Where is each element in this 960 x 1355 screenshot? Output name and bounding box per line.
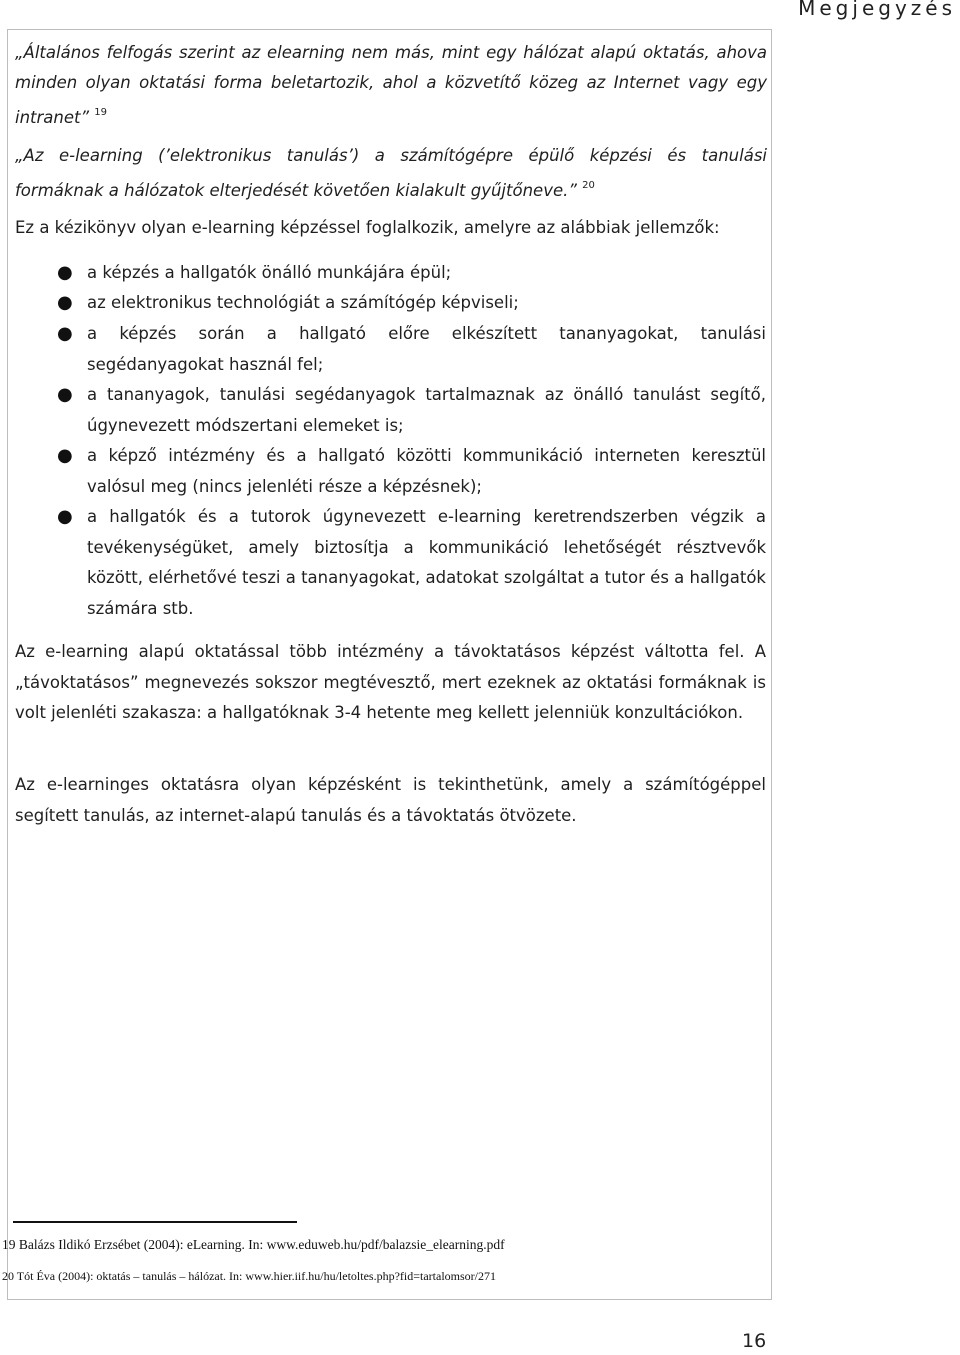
bullet-icon: ●	[57, 506, 73, 527]
list-item	[57, 258, 766, 289]
list-item	[57, 288, 766, 319]
list-item-text: a képzés a hallgatók önálló munkájára épül;	[87, 263, 452, 282]
list-item	[57, 380, 766, 441]
footnote-separator	[13, 1221, 297, 1223]
page-number: 16	[742, 1330, 767, 1352]
list-item-text: a képzés során a hallgató előre elkészített tananyagokat, tanulási segédanyagokat használ fel;	[87, 324, 766, 374]
footnote-20: 20 Tót Éva (2004): oktatás – tanulás – hálózat. In: www.hier.iif.hu/hu/letoltes.php?fid=tartalomsor/271	[2, 1269, 496, 1283]
quote-text: „Az e-learning (’elektronikus tanulás’) a számítógépre épülő képzési és tanulási formáknak a hálózatok elterjedését követően kialakult gyűjtőneve.”	[15, 146, 767, 200]
bullet-icon: ●	[57, 384, 73, 405]
footnote-ref[interactable]: 19	[94, 107, 108, 118]
list-item	[57, 502, 766, 624]
intro-paragraph: Ez a kézikönyv olyan e-learning képzéssel foglalkozik, amelyre az alábbiak jellemzők:	[15, 218, 720, 237]
list-item-text: az elektronikus technológiát a számítógép képviseli;	[87, 293, 519, 312]
quote-text: „Általános felfogás szerint az elearning nem más, mint egy hálózat alapú oktatás, ahova minden olyan oktatási forma beletartozik, ahol a közvetítő közeg az Internet vagy egy intranet”	[15, 43, 767, 127]
footnote-ref[interactable]: 20	[582, 180, 595, 191]
list-item-text: a hallgatók és a tutorok úgynevezett e-learning keretrendszerben végzik a tevékenységüket, amely biztosítja a kommunikáció lehetőségét résztvevők között, elérhetővé teszi a tananyagokat, adatokat szolgáltat a tutor és a hallgatók számára stb.	[87, 507, 766, 618]
quote-definition-1	[15, 38, 767, 133]
quote-definition-2	[15, 141, 767, 206]
list-item-text: a tananyagok, tanulási segédanyagok tartalmaznak az önálló tanulást segítő, úgynevezett módszertani elemeket is;	[87, 385, 766, 435]
bullet-icon: ●	[57, 445, 73, 466]
bullet-icon: ●	[57, 262, 73, 283]
body-paragraph-1: Az e-learning alapú oktatással több intézmény a távoktatásos képzést váltotta fel. A „távoktatásos” megnevezés sokszor megtévesztő, mert ezeknek az oktatási formáknak is volt jelenléti szakasza: a hallgatóknak 3-4 hetente meg kellett jelenniük konzultációkon.	[15, 642, 766, 722]
list-item	[57, 319, 766, 380]
footnote-19: 19 Balázs Ildikó Erzsébet (2004): eLearning. In: www.eduweb.hu/pdf/balazsie_elearning.pdf	[2, 1237, 505, 1252]
body-paragraph-2: Az e-learninges oktatásra olyan képzésként is tekinthetünk, amely a számítógéppel segített tanulás, az internet-alapú tanulás és a távoktatás ötvözete.	[15, 775, 766, 825]
list-item-text: a képző intézmény és a hallgató közötti kommunikáció interneten keresztül valósul meg (nincs jelenléti része a képzésnek);	[87, 446, 766, 496]
list-item	[57, 441, 766, 502]
notes-sidebar-label: Megjegyzés	[798, 0, 956, 20]
bullet-icon: ●	[57, 292, 73, 313]
bullet-icon: ●	[57, 323, 73, 344]
